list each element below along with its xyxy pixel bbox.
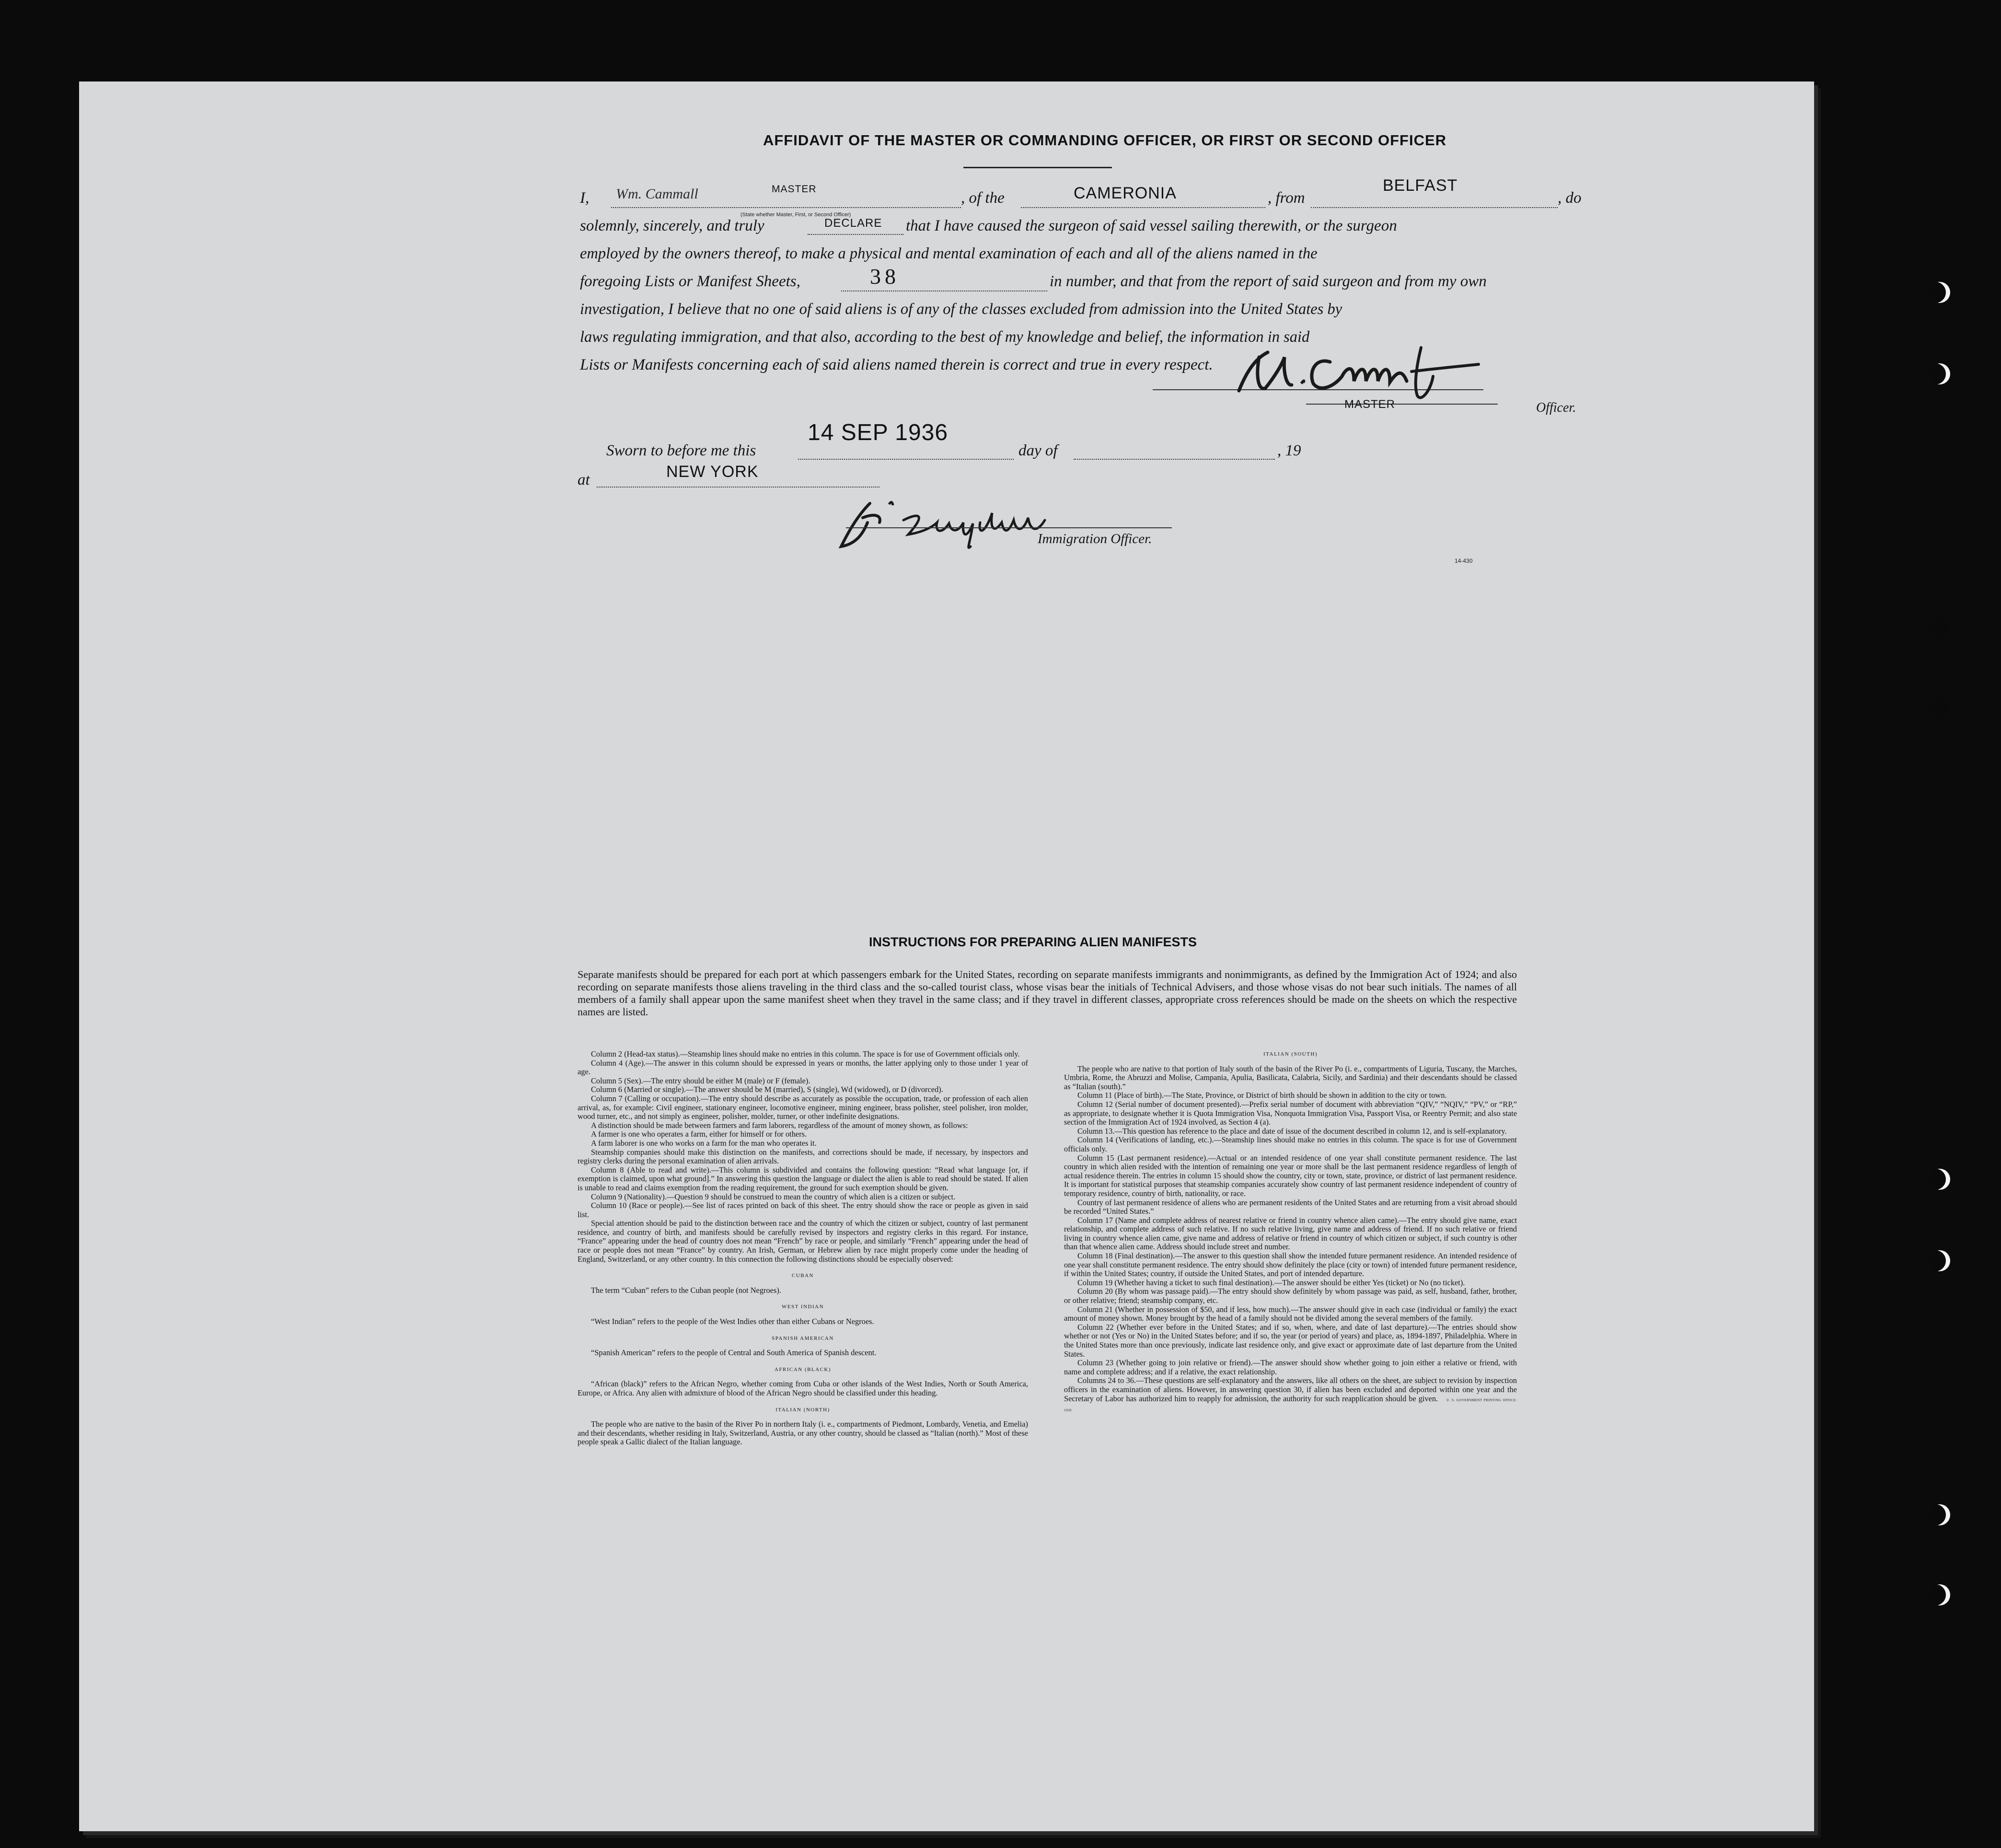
binder-hole <box>1929 282 1950 303</box>
affidavit-line-3: employed by the owners thereof, to make a physical and mental examination of each and all of the aliens named in the <box>580 245 1318 262</box>
cuban-definition: The term “Cuban” refers to the Cuban people (not Negroes). <box>591 1285 781 1295</box>
manifest-sheet <box>79 81 1814 1831</box>
column-22-instruction: Column 22 (Whether ever before in the United States; and if so, when, where, and date of last departure).—The entries should show whether or not (Yes or No) in the United States before; and if so, the year (or period of years) and place, as, 1894-1897, Philadelphia. Where in the United States more than once previously, indicate last residence only, and give exact or approximate date of last departure from the United States. <box>1064 1322 1517 1359</box>
immigration-officer-rule <box>846 527 1172 528</box>
column-15-returning: Country of last permanent residence of aliens who are permanent residents of the United States and are returning from a visit abroad should be recorded “United States.” <box>1064 1197 1517 1216</box>
column-6-instruction: Column 6 (Married or single).—The answer should be M (married), S (single), Wd (widowed), or D (divorced). <box>591 1085 943 1094</box>
declare-rule <box>808 234 903 235</box>
column-13-instruction: Column 13.—This question has reference to the place and date of issue of the document described in column 12, and is self-explanatory. <box>1077 1126 1507 1136</box>
affidavit-line-4b: in number, and that from the report of said surgeon and from my own <box>1050 273 1487 290</box>
italian-north-definition: The people who are native to the basin of the River Po in northern Italy (i. e., compartments of Piedmont, Lombardy, Venetia, and Emelia) and their descendants, whether residing in Italy, Switzerland, Austria, or any other country, should be classed as “Italian (north).” Most of these people speak a Gallic dialect of the Italian language. <box>578 1419 1028 1447</box>
place-rule <box>597 487 879 488</box>
month-rule <box>1074 459 1275 460</box>
affidavit-line-2b: that I have caused the surgeon of said vessel sailing therewith, or the surgeon <box>906 217 1397 234</box>
heading-italian-south: ITALIAN (SOUTH) <box>1263 1051 1318 1057</box>
master-signature <box>1229 338 1498 405</box>
column-18-instruction: Column 18 (Final destination).—The answer to this question shall show the intended future permanent residence. An intended residence of one year shall constitute permanent residence. The entry should show definitely the place (city or town) of intended future permanent residence, if within the United States; country, if outside the United States, and port of intended departure. <box>1064 1251 1517 1278</box>
instructions-intro: Separate manifests should be prepared for each port at which passengers embark for the United States, recording on separate manifests immigrants and nonimmigrants, as defined by the Immigration Act of 1924; and also recording on separate manifests those aliens traveling in the third class and the so-called tourist class, whose visas bear the initials of Technical Advisers, and those whose visas do not bear such initials. The names of all members of a family shall appear upon the same manifest sheet when they travel in the same class; and if they travel in different classes, appropriate cross references should be made on the sheets on which the respective names are listed. <box>578 968 1517 1018</box>
affidavit-i: I, <box>580 189 590 207</box>
african-definition: “African (black)” refers to the African Negro, whether coming from Cuba or other islands of the West Indies, North or South America, Europe, or Africa. Any alien with admixture of blood of the African Negro should be classified under this heading. <box>578 1379 1028 1397</box>
ship-name: CAMERONIA <box>1074 184 1177 202</box>
heading-cuban: CUBAN <box>791 1273 814 1279</box>
sworn-place: NEW YORK <box>666 463 759 481</box>
heading-african: AFRICAN (BLACK) <box>774 1366 832 1372</box>
departure-port: BELFAST <box>1383 176 1458 195</box>
farm-distinction: A distinction should be made between farmers and farm laborers, regardless of the amount of money shown, as follows: <box>591 1120 968 1130</box>
column-2-instruction: Column 2 (Head-tax status).—Steamship lines should make no entries in this column. The space is for use of Government officials only. <box>591 1049 1020 1058</box>
port-rule <box>1311 207 1558 208</box>
binder-hole <box>1929 1504 1950 1525</box>
sworn-label: Sworn to before me this <box>606 442 756 459</box>
form-number: 14-430 <box>1455 558 1473 564</box>
sworn-date-rule <box>798 459 1014 460</box>
column-8-instruction: Column 8 (Able to read and write).—This column is subdivided and contains the following question: “Read what language [or, if exemption is claimed, upon what ground].” In answering this question the language or dialect the alien is able to read should be stated. If alien is unable to read and claims exemption from the reading requirement, the ground for such exemption should be given. <box>578 1165 1028 1192</box>
affidavit-line-7: Lists or Manifests concerning each of said aliens named therein is correct and true in every respect. <box>580 356 1213 373</box>
affidavit-of-the: , of the <box>961 189 1005 207</box>
column-10-instruction: Column 10 (Race or people).—See list of races printed on back of this sheet. The entry should show the race or people as given in said list. <box>578 1201 1028 1219</box>
rank-stamp: MASTER <box>772 184 817 195</box>
name-rule <box>611 207 961 208</box>
affidavit-line-6: laws regulating immigration, and that also, according to the best of my knowledge and belief, the information in said <box>580 328 1310 346</box>
column-4-instruction: Column 4 (Age).—The answer in this column should be expressed in years or months, the latter applying only to those under 1 year of age. <box>578 1058 1028 1077</box>
binder-hole <box>1929 1169 1950 1190</box>
column-9-instruction: Column 9 (Nationality).—Question 9 should be construed to mean the country of which alien is a citizen or subject. <box>591 1192 956 1201</box>
italian-south-definition: The people who are native to that portion of Italy south of the basin of the River Po (i. e., compartments of Liguria, Tuscany, the Marches, Umbria, Rome, the Abruzzi and Molise, Campania, Apulia, Basilicata, Calabria, Sicily, and Sardinia) and their descendants should be classed as “Italian (south).” <box>1064 1064 1517 1091</box>
column-21-instruction: Column 21 (Whether in possession of $50, and if less, how much).—The answer should give in each case (individual or family) the exact amount of money shown. Money brought by the head of a family should not be divided among the several members of the family. <box>1064 1304 1517 1323</box>
binder-hole <box>1929 1250 1950 1271</box>
column-7-instruction: Column 7 (Calling or occupation).—The entry should describe as accurately as possible the occupation, trade, or profession of each alien arrival, as, for example: Civil engineer, stationary engineer, locomotive engineer, mining engineer, brass polisher, steel polisher, iron molder, wood turner, etc., and not simply as engineer, polisher, molder, turner, or other indefinite designations. <box>578 1093 1028 1121</box>
column-19-instruction: Column 19 (Whether having a ticket to such final destination).—The answer should be either Yes (ticket) or No (no ticket). <box>1077 1278 1465 1287</box>
sheets-count: 38 <box>870 264 900 289</box>
column-5-instruction: Column 5 (Sex).—The entry should be either M (male) or F (female). <box>591 1076 810 1085</box>
master-stamp: MASTER <box>1344 398 1396 411</box>
binder-hole <box>1929 617 1950 639</box>
printer-imprint: U. S. GOVERNMENT PRINTING OFFICE: 1936 <box>1064 1398 1517 1413</box>
declare-stamp: DECLARE <box>824 217 882 230</box>
column-12-instruction: Column 12 (Serial number of document presented).—Prefix serial number of document with abbreviation “QIV,” “NQIV,” “PV,” or “RP,” as appropriate, to designate whether it is Quota Immigration Visa, Nonquota Immigration Visa, Passport Visa, or Reentry Permit; and also state section of the Immigration Act of 1924 involved, as Section 4 (a). <box>1064 1099 1517 1127</box>
affidavit-from: , from <box>1268 189 1305 207</box>
binder-hole <box>1929 1584 1950 1605</box>
affidavit-line-4a: foregoing Lists or Manifest Sheets, <box>580 273 800 290</box>
column-14-instruction: Column 14 (Verifications of landing, etc.).—Steamship lines should make no entries in this column. The space is for use of Government officials only. <box>1064 1135 1517 1153</box>
heading-spanish-american: SPANISH AMERICAN <box>772 1335 834 1341</box>
year-label: , 19 <box>1277 442 1301 459</box>
immigration-officer-label: Immigration Officer. <box>1038 531 1152 546</box>
instructions-title: INSTRUCTIONS FOR PREPARING ALIEN MANIFESTS <box>868 935 1197 949</box>
race-distinction: Special attention should be paid to the distinction between race and the country of which the citizen or subject, country of last permanent residence, and country of birth, and manifests should be carefully revised by inspectors and registry clerks in this regard. For instance, “France” appearing under the head of country does not mean “French” by race or people, and similarly “French” appearing under the head of race or people does not mean “France” by country. An Irish, German, or Hebrew alien by race might properly come under the heading of England, Switzerland, or any other country. In this connection the following distinctions should be especially observed: <box>578 1219 1028 1264</box>
officer-label: Officer. <box>1536 400 1576 415</box>
sworn-date: 14 SEP 1936 <box>808 420 948 445</box>
binder-hole <box>1929 363 1950 384</box>
heading-west-indian: WEST INDIAN <box>781 1304 824 1310</box>
rank-hint: (State whether Master, First, or Second Officer) <box>740 212 851 218</box>
heading-italian-north: ITALIAN (NORTH) <box>775 1406 830 1413</box>
title-underline <box>963 167 1112 168</box>
farmer-definition: A farmer is one who operates a farm, either for himself or for others. <box>591 1129 807 1139</box>
affidavit-do: , do <box>1558 189 1582 207</box>
farm-corrections: Steamship companies should make this distinction on the manifests, and corrections should be made, if necessary, by inspectors and registry clerks during the personal examination of alien arrivals. <box>578 1147 1028 1166</box>
column-17-instruction: Column 17 (Name and complete address of nearest relative or friend in country whence alien came).—The entry should give name, exact relationship, and complete address of such relative. If no such relative living, give name and address of friend. If no such relative or friend living in country whence alien came, give name and address of relative or friend in country of which citizen or subject, if such country is other than that whence alien came. Address should include street and number. <box>1064 1215 1517 1252</box>
columns-24-36-text: Columns 24 to 36.—These questions are self-explanatory and the answers, like all others on the sheet, are subject to revision by inspection officers in the examination of aliens. However, in answering question 30, if alien has been excluded and deported within one year and the Secretary of Labor has authorized him to reapply for admission, the authority for such reapplication should be given. <box>1064 1376 1517 1403</box>
column-15-instruction: Column 15 (Last permanent residence).—Actual or an intended residence of one year shall constitute permanent residence. The last country in which alien resided with the intention of remaining one year or more shall be the last permanent residence regardless of length of actual residence therein. The entries in column 15 should show the country, city or town, state, province, or district of last permanent residence. It is important for statistical purposes that steamship companies accurately show country of last permanent residence independent of country of temporary residence, country of birth, nationality, or race. <box>1064 1153 1517 1198</box>
affidavit-line-2a: solemnly, sincerely, and truly <box>580 217 764 234</box>
column-11-instruction: Column 11 (Place of birth).—The State, Province, or District of birth should be shown in addition to the city or town. <box>1077 1091 1447 1100</box>
instructions-right-column <box>1064 1050 1517 1415</box>
columns-24-36-instruction <box>1064 1376 1517 1415</box>
column-20-instruction: Column 20 (By whom was passage paid).—The entry should show definitely by whom passage was paid, as self, husband, father, brother, or other relative; friend; steamship company, etc. <box>1064 1287 1517 1305</box>
spanish-american-definition: “Spanish American” refers to the people of Central and South America of Spanish descent. <box>591 1348 877 1358</box>
west-indian-definition: “West Indian” refers to the people of the West Indies other than either Cubans or Negroes. <box>591 1317 874 1326</box>
day-of-label: day of <box>1018 442 1058 459</box>
affidavit-title: AFFIDAVIT OF THE MASTER OR COMMANDING OFFICER, OR FIRST OR SECOND OFFICER <box>763 132 1447 149</box>
master-name-handwritten: Wm. Cammall <box>616 186 698 202</box>
at-label: at <box>578 471 590 488</box>
instructions-left-column <box>578 1050 1028 1447</box>
binder-hole <box>1929 697 1950 719</box>
ship-rule <box>1021 207 1265 208</box>
officer-rule <box>1306 404 1498 405</box>
column-23-instruction: Column 23 (Whether going to join relative or friend).—The answer should show whether going to join either a relative or friend, with name and complete address; and if a relative, the exact relationship. <box>1064 1358 1517 1376</box>
affidavit-line-5: investigation, I believe that no one of said aliens is of any of the classes excluded from admission into the United States by <box>580 301 1342 318</box>
farm-laborer-definition: A farm laborer is one who works on a farm for the man who operates it. <box>591 1138 817 1148</box>
